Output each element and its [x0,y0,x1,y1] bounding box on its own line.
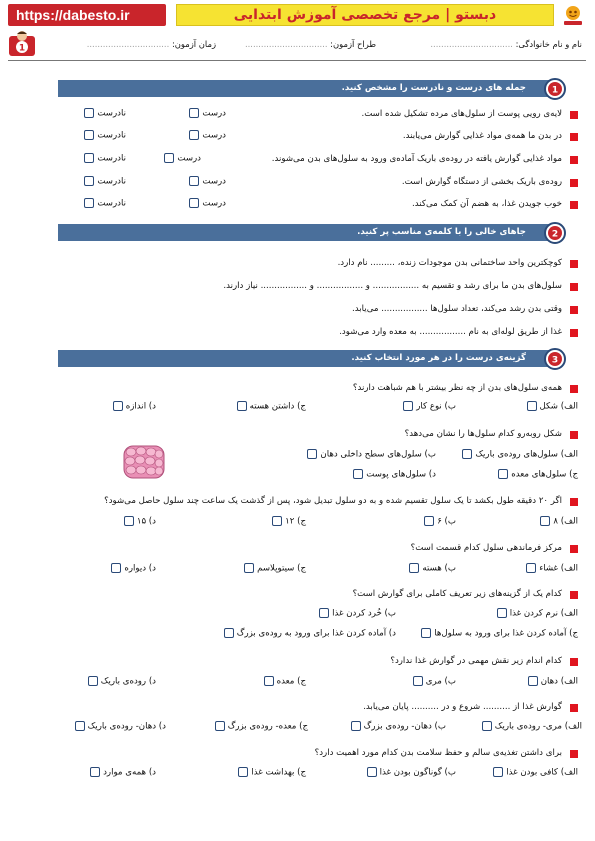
section-3-title-bar [58,350,559,367]
option-c[interactable]: ج) سیتوپلاسم [244,563,306,574]
mc-question-1: همه‌ی سلول‌های بدن از چه نظر بیشتر با هم شباهت دارند؟ [8,381,586,397]
bullet-icon [570,111,578,119]
checkbox[interactable] [353,469,363,479]
option-a[interactable]: الف) غشاء [526,563,578,574]
svg-text:2: 2 [551,229,559,240]
mc-options-1 [8,401,586,417]
svg-text:3: 3 [551,355,559,366]
mc-options-8 [8,767,586,783]
section-1-title-bar [58,80,559,97]
checkbox[interactable] [88,676,98,686]
option-d[interactable]: د) همه‌ی موارد [90,767,156,778]
tf-item-2: در بدن ما همه‌ی مواد غذایی گوارش می‌یابند. درست نادرست [8,129,586,145]
checkbox[interactable] [75,721,85,731]
false-option[interactable]: نادرست [84,198,126,209]
checkbox[interactable] [527,401,537,411]
checkbox[interactable] [113,401,123,411]
checkbox[interactable] [90,767,100,777]
option-c[interactable]: ج) ۱۲ [272,516,306,527]
bullet-icon [570,179,578,187]
checkbox[interactable] [224,628,234,638]
section-1-title: جمله های درست و نادرست را مشخص کنید. [341,83,526,93]
fill-item-1: کوچکترین واحد ساختمانی بدن موجودات زنده، ......... نام دارد. [8,256,586,272]
true-option[interactable]: درست [189,108,226,119]
fill-item-3: وقتی بدن رشد می‌کند، تعداد سلول‌ها ................. می‌یابد. [8,302,586,318]
checkbox[interactable] [424,516,434,526]
cell-cluster-illustration [123,445,165,479]
mc-question-7: گوارش غذا از .......... شروع و در .......... پایان می‌یابد. [8,700,586,716]
option-d[interactable]: د) روده‌ی باریک [88,676,156,687]
option-d[interactable]: د) آماده کردن غذا برای ورود به روده‌ی بزرگ [224,628,396,639]
checkbox[interactable] [351,721,361,731]
header-divider [8,60,586,61]
bullet-icon [570,385,578,393]
mc-options-7 [8,721,586,737]
option-a[interactable]: الف) شکل [527,401,578,412]
option-a[interactable]: الف) نرم کردن غذا [497,608,578,619]
false-option[interactable]: نادرست [84,130,126,141]
reading-student-icon [8,30,36,58]
checkbox[interactable] [498,469,508,479]
checkbox[interactable] [421,628,431,638]
true-option[interactable]: درست [164,153,201,164]
checkbox[interactable] [84,176,94,186]
option-a[interactable]: الف) ۸ [540,516,578,527]
mc-options-5b [8,628,586,644]
tf-item-1: لایه‌ی رویی پوست از سلول‌های مرده تشکیل شده است. درست نادرست [8,107,586,123]
option-b[interactable]: ب) خُرد کردن غذا [319,608,396,619]
checkbox[interactable] [237,401,247,411]
checkbox[interactable] [189,108,199,118]
checkbox[interactable] [413,676,423,686]
checkbox[interactable] [111,563,121,573]
section-2-number-icon [544,222,566,244]
fill-item-4: غذا از طریق لوله‌ای به نام ................. به معده وارد می‌شود. [8,325,586,341]
checkbox[interactable] [189,198,199,208]
option-a[interactable]: الف) مری- روده‌ی باریک [482,721,582,732]
checkbox[interactable] [189,130,199,140]
mc-options-3 [8,516,586,532]
checkbox[interactable] [307,449,317,459]
bullet-icon [570,329,578,337]
mc-question-3: اگر ۲۰ دقیقه طول بکشد تا یک سلول تقسیم شده و به دو سلول تبدیل شود، پس از گذشت یک ساعت چند سلول حاصل می‌شود؟ [8,494,586,510]
bullet-icon [570,750,578,758]
checkbox[interactable] [528,676,538,686]
option-b[interactable]: ب) گوناگون بودن غذا [367,767,456,778]
checkbox[interactable] [84,108,94,118]
option-d[interactable]: د) ۱۵ [124,516,156,527]
option-a[interactable]: الف) دهان [528,676,578,687]
mc-options-5a [8,608,586,624]
option-b[interactable]: ب) ۶ [424,516,456,527]
checkbox[interactable] [462,449,472,459]
mc-question-6: کدام اندام زیر نقش مهمی در گوارش غذا ندارد؟ [8,654,586,670]
mc-options-2b [8,469,586,485]
designer-field[interactable]: طراح آزمون: ............................... [244,39,376,49]
section-3-title: گزینه‌ی درست را در هر مورد انتخاب کنید. [351,353,526,363]
option-a[interactable]: الف) کافی بودن غذا [493,767,578,778]
student-info-row [8,34,586,54]
bullet-icon [570,658,578,666]
option-c[interactable]: ج) بهداشت غذا [238,767,306,778]
true-option[interactable]: درست [189,130,226,141]
false-option[interactable]: نادرست [84,176,126,187]
option-b[interactable]: ب) مری [413,676,456,687]
time-field[interactable]: زمان آزمون: ............................... [86,39,216,49]
tf-item-5: خوب جویدن غذا، به هضم آن کمک می‌کند. درست نادرست [8,197,586,213]
mc-question-5: کدام یک از گزینه‌های زیر تعریف کاملی برای گوارش است؟ [8,587,586,603]
bullet-icon [570,591,578,599]
mc-options-6 [8,676,586,692]
bullet-icon [570,201,578,209]
checkbox[interactable] [272,516,282,526]
bullet-icon [570,156,578,164]
page-number: 1 [18,43,26,54]
checkbox[interactable] [244,563,254,573]
true-option[interactable]: درست [189,176,226,187]
option-d[interactable]: د) اندازه [113,401,156,412]
fill-item-2: سلول‌های بدن ما برای رشد و تقسیم به ................. و ................. و ................. نیاز دارند. [8,279,586,295]
mc-options-2a [8,449,586,465]
option-b[interactable]: ب) نوع کار [403,401,456,412]
checkbox[interactable] [264,676,274,686]
section-3-number-icon [544,348,566,370]
bullet-icon [570,545,578,553]
checkbox[interactable] [482,721,492,731]
section-1-number-icon [544,78,566,100]
checkbox[interactable] [84,153,94,163]
option-c[interactable]: ج) آماده کردن غذا برای ورود به سلول‌ها [421,628,578,639]
dabesto-logo-icon [560,4,586,26]
mc-question-8: برای داشتن تغذیه‌ی سالم و حفظ سلامت بدن کدام مورد اهمیت دارد؟ [8,746,586,762]
mc-options-4 [8,563,586,579]
checkbox[interactable] [84,198,94,208]
option-d[interactable]: د) دیواره [111,563,156,574]
option-c[interactable]: ج) معده- روده‌ی بزرگ [215,721,308,732]
option-c[interactable]: ج) سلول‌های معده [498,469,578,480]
checkbox[interactable] [367,767,377,777]
bullet-icon [570,260,578,268]
checkbox[interactable] [540,516,550,526]
svg-text:1: 1 [551,85,559,96]
mc-question-2: شکل روبه‌رو کدام سلول‌ها را نشان می‌دهد؟ [8,427,586,443]
option-d[interactable]: د) دهان- روده‌ی باریک [75,721,166,732]
name-field[interactable]: نام و نام خانوادگی: ............................... [430,39,582,49]
bullet-icon [570,431,578,439]
checkbox[interactable] [124,516,134,526]
true-option[interactable]: درست [189,198,226,209]
option-b[interactable]: ب) هسته [409,563,456,574]
option-b[interactable]: ب) سلول‌های سطح داخلی دهان [307,449,436,460]
mc-question-4: مرکز فرماندهی سلول کدام قسمت است؟ [8,541,586,557]
checkbox[interactable] [164,153,174,163]
checkbox[interactable] [319,608,329,618]
option-a[interactable]: الف) سلول‌های روده‌ی باریک [462,449,578,460]
checkbox[interactable] [493,767,503,777]
option-c[interactable]: ج) داشتن هسته [237,401,306,412]
checkbox[interactable] [215,721,225,731]
bullet-icon [570,283,578,291]
false-option[interactable]: نادرست [84,153,126,164]
checkbox[interactable] [238,767,248,777]
bullet-icon [570,306,578,314]
checkbox[interactable] [189,176,199,186]
site-url[interactable]: https://dabesto.ir [8,4,166,26]
bullet-icon [570,704,578,712]
option-b[interactable]: ب) دهان- روده‌ی بزرگ [351,721,446,732]
checkbox[interactable] [403,401,413,411]
checkbox[interactable] [409,563,419,573]
checkbox[interactable] [497,608,507,618]
bullet-icon [570,498,578,506]
section-2-title: جاهای خالی را با کلمه‌ی مناسب پر کنید. [357,227,526,237]
option-c[interactable]: ج) معده [264,676,306,687]
section-2-title-bar [58,224,559,241]
false-option[interactable]: نادرست [84,108,126,119]
top-banner [8,4,586,26]
brand-banner: دبستو | مرجع تخصصی آموزش ابتدایی [176,4,554,26]
tf-item-4: روده‌ی باریک بخشی از دستگاه گوارش است. درست نادرست [8,175,586,191]
checkbox[interactable] [526,563,536,573]
tf-item-3: مواد غذایی گوارش یافته در روده‌ی باریک آماده‌ی ورود به سلول‌های بدن می‌شوند. درست نادرست [8,152,586,168]
checkbox[interactable] [84,130,94,140]
option-d[interactable]: د) سلول‌های پوست [353,469,436,480]
bullet-icon [570,133,578,141]
